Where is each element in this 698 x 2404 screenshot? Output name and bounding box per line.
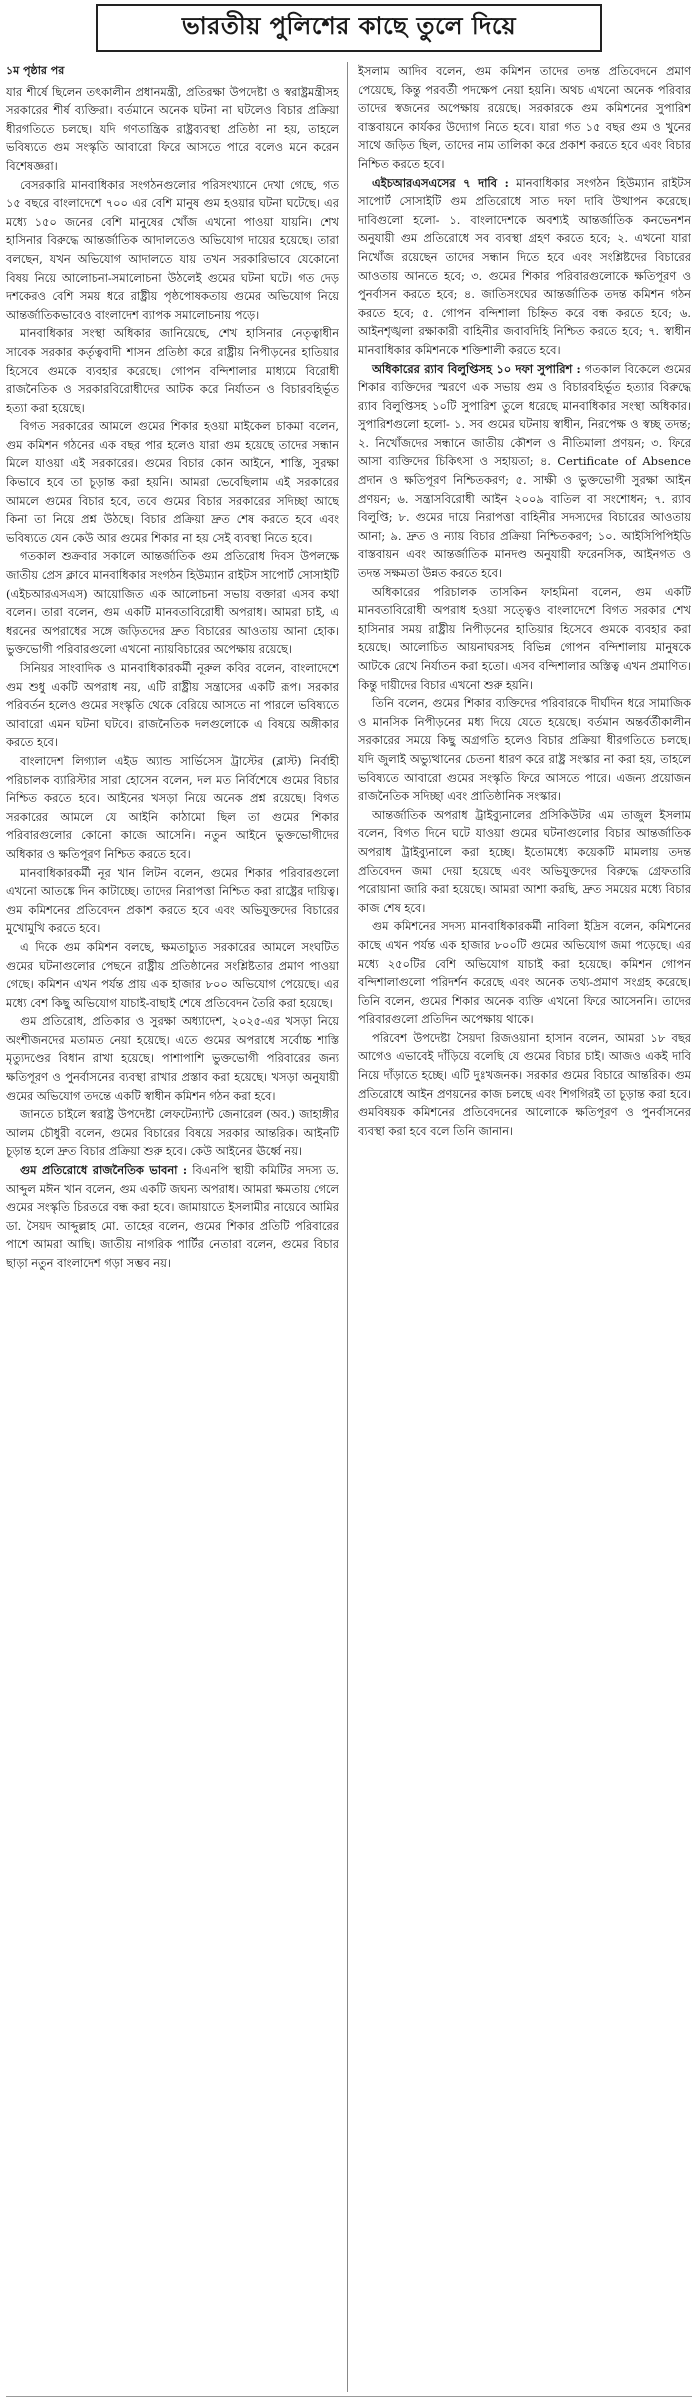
- article-paragraph: যার শীর্ষে ছিলেন তৎকালীন প্রধানমন্ত্রী, প্রতিরক্ষা উপদেষ্টা ও স্বরাষ্ট্রমন্ত্রীসহ সরকারের শীর্ষ ব্যক্তিরা। বর্তমানে অনেক ঘটনা না ঘটলেও বিচার প্রক্রিয়া ধীরগতিতে চলছে। যদি গণতান্ত্রিক রাষ্ট্রব্যবস্থা প্রতিষ্ঠা না হয়, তাহলে ভবিষ্যতে গুম সংস্কৃতি আবারো ফিরে আসতে পারে বলেও মনে করেন বিশেষজ্ঞরা।: [6, 84, 339, 173]
- article-paragraph: মানবাধিকার সংস্থা অধিকার জানিয়েছে, শেখ হাসিনার নেতৃত্বাধীন সাবেক সরকার কর্তৃত্ববাদী শাসন প্রতিষ্ঠা করে রাষ্ট্রীয় নিপীড়নের হাতিয়ার হিসেবে গুমকে ব্যবহার করেছে। গোপন বন্দিশালার মাধ্যমে বিরোধী রাজনৈতিক ও সরকারবিরোধীদের আটক করে নির্যাতন ও বিচারবহির্ভূত হত্যা করা হয়েছে।: [6, 326, 339, 415]
- article-paragraph: গতকাল শুক্রবার সকালে আন্তর্জাতিক গুম প্রতিরোধ দিবস উপলক্ষে জাতীয় প্রেস ক্লাবে মানবাধিকার সংগঠন হিউম্যান রাইটস সাপোর্ট সোসাইটি (এইচআরএসএস) আয়োজিত এক আলোচনা সভায় বক্তারা এসব কথা বলেন। তারা বলেন, গুম একটি মানবতাবিরোধী অপরাধ। আমরা চাই, এ ধরনের অপরাধের সঙ্গে জড়িতদের দ্রুত বিচারের আওতায় আনা হোক। ভুক্তভোগী পরিবারগুলো এখনো ন্যায়বিচারের অপেক্ষায় রয়েছে।: [6, 549, 339, 657]
- bottom-rule: [6, 2396, 692, 2397]
- article-paragraph: বিগত সরকারের আমলে গুমের শিকার হওয়া মাইকেল চাকমা বলেন, গুম কমিশন গঠনের এক বছর পার হলেও যারা গুম হয়েছে তাদের সন্ধান মিলে যাওয়া এই সরকারের। গুমের বিচার কোন আইনে, শাস্তি, সুরক্ষা কিভাবে হবে তা চূড়ান্ত করা হয়নি। আমরা ভেবেছিলাম এই সরকারের আমলে গুমের বিচার হবে, তবে গুমের বিচার সরকারের সদিচ্ছা আছে কিনা তা নিয়ে প্রশ্ন উঠছে। বিচার প্রক্রিয়া দ্রুত শেষ করতে হবে এবং ভবিষ্যতে যেন কেউ আর গুমের শিকার না হয় সেই ব্যবস্থা নিতে হবে।: [6, 419, 339, 545]
- headline: ভারতীয় পুলিশের কাছে তুলে দিয়ে: [181, 12, 517, 40]
- demands-section: [358, 174, 691, 360]
- article-paragraph: বেসরকারি মানবাধিকার সংগঠনগুলোর পরিসংখ্যানে দেখা গেছে, গত ১৫ বছরে বাংলাদেশে ৭০০ এর বেশি মানুষ গুম হওয়ার ঘটনা ঘটেছে। এর মধ্যে ১৫০ জনের বেশি মানুষের খোঁজ এখনো পাওয়া যায়নি। শেখ হাসিনার বিরুদ্ধে আন্তর্জাতিক আদালতেও অভিযোগ দায়ের হয়েছে। তারা বলছেন, যখন অভিযোগ আদালতে যায় তখন সরকারিভাবে যেকোনো বিষয় নিয়ে আলোচনা-সমালোচনা উঠলেই গুমের ঘটনা ঘটে। গত দেড় দশকেরও বেশি সময় ধরে রাষ্ট্রীয় পৃষ্ঠপোষকতায় গুমের অভিযোগ নিয়ে আন্তর্জাতিকভাবেও বাংলাদেশ ব্যাপক সমালোচনায় পড়ে।: [6, 177, 339, 322]
- article-paragraph: ইসলাম আদিব বলেন, গুম কমিশন তাদের তদন্ত প্রতিবেদনে প্রমাণ পেয়েছে, কিন্তু পরবর্তী পদক্ষেপ নেয়া হয়নি। অথচ এখনো অনেক পরিবার তাদের স্বজনের অপেক্ষায় রয়েছে। সরকারকে গুম কমিশনের সুপারিশ বাস্তবায়নে কার্যকর উদ্যোগ নিতে হবে। যারা গত ১৫ বছর গুম ও খুনের সাথে জড়িত ছিল, তাদের নাম তালিকা করে প্রকাশ করতে হবে এবং বিচার নিশ্চিত করতে হবে।: [358, 64, 691, 171]
- recommendations-section: [358, 360, 691, 583]
- subheading: গুম প্রতিরোধে রাজনৈতিক ভাবনা :: [20, 1163, 188, 1178]
- right-column: [358, 62, 691, 2392]
- article-paragraph: বাংলাদেশ লিগ্যাল এইড অ্যান্ড সার্ভিসেস ট্রাস্টের (ব্লাস্ট) নির্বাহী পরিচালক ব্যারিস্টার সারা হোসেন বলেন, দল মত নির্বিশেষে গুমের বিচার নিশ্চিত করতে হবে। আইনের খসড়া নিয়ে অনেক প্রশ্ন রয়েছে। বিগত সরকারের আমলে যে আইনি কাঠামো ছিল তা গুমের শিকার পরিবারগুলোর কোনো কাজে আসেনি। নতুন আইনে ভুক্তভোগীদের অধিকার ও ক্ষতিপূরণ নিশ্চিত করতে হবে।: [6, 753, 339, 861]
- article-paragraph: জানতে চাইলে স্বরাষ্ট্র উপদেষ্টা লেফটেন্যান্ট জেনারেল (অব.) জাহাঙ্গীর আলম চৌধুরী বলেন, গুমের বিচারের বিষয়ে সরকার আন্তরিক। আইনটি চূড়ান্ত হলে দ্রুত বিচার প্রক্রিয়া শুরু হবে। কেউ আইনের ঊর্ধ্বে নয়।: [6, 1107, 339, 1159]
- recommendations-text: গতকাল বিকেলে গুমের শিকার ব্যক্তিদের স্মরণে এক সভায় গুম ও বিচারবহির্ভূত হত্যার বিরুদ্ধে র‍্যাব বিলুপ্তিসহ ১০টি সুপারিশ তুলে ধরেছে মানবাধিকার সংস্থা অধিকার। সুপারিশগুলো হলো- ১. সব গুমের ঘটনায় স্বাধীন, নিরপেক্ষ ও স্বচ্ছ তদন্ত; ২. নিখোঁজদের সন্ধানে জাতীয় কৌশল ও নীতিমালা প্রণয়ন; ৩. ফিরে আসা ব্যক্তিদের চিকিৎসা ও সহায়তা; ৪. Certificate of Absence প্রদান ও ক্ষতিপূরণ নিশ্চিতকরণ; ৫. সাক্ষী ও ভুক্তভোগী সুরক্ষা আইন প্রণয়ন; ৬. সন্ত্রাসবিরোধী আইন ২০০৯ বাতিল বা সংশোধন; ৭. র‍্যাব বিলুপ্তি; ৮. গুমের দায়ে নিরাপত্তা বাহিনীর সদস্যদের বিচারের আওতায় আনা; ৯. দ্রুত ও ন্যায় বিচার প্রক্রিয়া নিশ্চিতকরণ; ১০. আইসিপিপিইডি বাস্তবায়ন এবং আন্তর্জাতিক মানদণ্ড অনুযায়ী ফরেনসিক, আইনগত ও তদন্ত সক্ষমতা উন্নত করতে হবে।: [358, 361, 691, 581]
- article-paragraph: সিনিয়র সাংবাদিক ও মানবাধিকারকর্মী নূরুল কবির বলেন, বাংলাদেশে গুম শুধু একটি অপরাধ নয়, এটি রাষ্ট্রীয় সন্ত্রাসের একটি রূপ। সরকার পরিবর্তন হলেও গুমের সংস্কৃতি থেকে বেরিয়ে আসতে না পারলে ভবিষ্যতে আবারো এমন ঘটনা ঘটবে। রাজনৈতিক দলগুলোকে এ বিষয়ে অঙ্গীকার করতে হবে।: [6, 661, 339, 750]
- article-paragraph: মানবাধিকারকর্মী নূর খান লিটন বলেন, গুমের শিকার পরিবারগুলো এখনো আতঙ্কে দিন কাটাচ্ছে। তাদের নিরাপত্তা নিশ্চিত করা রাষ্ট্রের দায়িত্ব। গুম কমিশনের প্রতিবেদন প্রকাশ করতে হবে এবং অভিযুক্তদের বিচারের মুখোমুখি করতে হবে।: [6, 865, 339, 936]
- article-paragraph: আন্তর্জাতিক অপরাধ ট্রাইব্যুনালের প্রসিকিউটর এম তাজুল ইসলাম বলেন, বিগত দিনে ঘটে যাওয়া গুমের ঘটনাগুলোর বিচার আন্তর্জাতিক অপরাধ ট্রাইব্যুনালে করা হচ্ছে। ইতোমধ্যে কয়েকটি মামলায় তদন্ত প্রতিবেদন জমা দেয়া হয়েছে এবং অভিযুক্তদের বিরুদ্ধে গ্রেফতারি পরোয়ানা জারি করা হয়েছে। আমরা আশা করছি, দ্রুত সময়ের মধ্যে বিচার কাজ শেষ হবে।: [358, 807, 691, 915]
- article-paragraph: তিনি বলেন, গুমের শিকার ব্যক্তিদের পরিবারকে দীর্ঘদিন ধরে সামাজিক ও মানসিক নিপীড়নের মধ্য দিয়ে যেতে হয়েছে। বর্তমান অন্তর্বর্তীকালীন সরকারের সময়ে কিছু অগ্রগতি হলেও বিচার প্রক্রিয়া ধীরগতিতে চলছে। যদি জুলাই অভ্যুত্থানের চেতনা ধারণ করে রাষ্ট্র সংস্কার না করা হয়, তাহলে ভবিষ্যতে আবারো গুমের সংস্কৃতি ফিরে আসতে পারে। এজন্য প্রয়োজন রাজনৈতিক সদিচ্ছা এবং প্রাতিষ্ঠানিক সংস্কার।: [358, 696, 691, 804]
- subsection-text: বিএনপি স্থায়ী কমিটির সদস্য ড. আব্দুল মঈন খান বলেন, গুম একটি জঘন্য অপরাধ। আমরা ক্ষমতায় গেলে গুমের সংস্কৃতি চিরতরে বন্ধ করা হবে। জামায়াতে ইসলামীর নায়েবে আমির ডা. সৈয়দ আব্দুল্লাহ মো. তাহের বলেন, গুমের শিকার প্রতিটি পরিবারের পাশে আমরা আছি। জাতীয় নাগরিক পার্টির নেতারা বলেন, গুমের বিচার ছাড়া নতুন বাংলাদেশ গড়া সম্ভব নয়।: [6, 1163, 339, 1270]
- left-column: [6, 62, 339, 2392]
- continued-label: ১ম পৃষ্ঠার পর: [6, 64, 65, 77]
- article-paragraph: পরিবেশ উপদেষ্টা সৈয়দা রিজওয়ানা হাসান বলেন, আমরা ১৮ বছর আগেও এভাবেই দাঁড়িয়ে বলেছি যে গুমের বিচার চাই। আজও একই দাবি নিয়ে দাঁড়াতে হচ্ছে। এটি দুঃখজনক। সরকার গুমের বিচারে আন্তরিক। গুম প্রতিরোধে আইন প্রণয়নের কাজ চলছে এবং শিগগিরই তা চূড়ান্ত করা হবে। গুমবিষয়ক কমিশনের প্রতিবেদনের আলোকে ক্ষতিপূরণ ও পুনর্বাসনের ব্যবস্থা করা হবে বলে তিনি জানান।: [358, 1030, 691, 1138]
- demands-text: মানবাধিকার সংগঠন হিউম্যান রাইটস সাপোর্ট সোসাইটি গুম প্রতিরোধে সাত দফা দাবি উত্থাপন করেছে। দাবিগুলো হলো- ১. বাংলাদেশকে অবশ্যই আন্তর্জাতিক কনভেনশন অনুযায়ী গুম প্রতিরোধে সব ব্যবস্থা গ্রহণ করতে হবে; ২. এখনো যারা নিখোঁজ রয়েছেন তাদের সন্ধান দিতে হবে এবং সংশ্লিষ্টদের বিচারের আওতায় আনতে হবে; ৩. গুমের শিকার পরিবারগুলোকে ক্ষতিপূরণ ও পুনর্বাসন করতে হবে; ৪. জাতিসংঘের আন্তর্জাতিক তদন্ত কমিশন গঠন করতে হবে; ৫. গোপন বন্দিশালা চিহ্নিত করে বন্ধ করতে হবে; ৬. আইনশৃঙ্খলা রক্ষাকারী বাহিনীর জবাবদিহি নিশ্চিত করতে হবে; ৭. স্বাধীন মানবাধিকার কমিশনকে শক্তিশালী করতে হবে।: [358, 175, 691, 357]
- article-paragraph: অধিকারের পরিচালক তাসকিন ফাহমিনা বলেন, গুম একটি মানবতাবিরোধী অপরাধ হওয়া সত্ত্বেও বাংলাদেশে বিগত সরকার শেখ হাসিনার সময় রাষ্ট্রীয় নিপীড়নের হাতিয়ার হিসেবে গুমকে ব্যবহার করা হয়েছে। আলোচিত আয়নাঘরসহ বিভিন্ন গোপন বন্দিশালায় মানুষকে আটকে রেখে নির্যাতন করা হতো। এসব বন্দিশালার অস্তিত্ব এখন প্রমাণিত। কিন্তু দায়ীদের বিচার এখনো শুরু হয়নি।: [358, 584, 691, 692]
- headline-box: [96, 4, 602, 52]
- article-paragraph: গুম প্রতিরোধ, প্রতিকার ও সুরক্ষা অধ্যাদেশ, ২০২৫-এর খসড়া নিয়ে অংশীজনদের মতামত নেয়া হয়েছে। এতে গুমের অপরাধে সর্বোচ্চ শাস্তি মৃত্যুদণ্ডের বিধান রাখা হয়েছে। পাশাপাশি ভুক্তভোগী পরিবারের জন্য ক্ষতিপূরণ ও পুনর্বাসনের ব্যবস্থা রাখার প্রস্তাব করা হয়েছে। খসড়া অনুযায়ী গুমের অভিযোগ তদন্তে একটি স্বাধীন কমিশন গঠন করা হবে।: [6, 1014, 339, 1103]
- article-paragraph: এ দিকে গুম কমিশন বলছে, ক্ষমতাচ্যুত সরকারের আমলে সংঘটিত গুমের ঘটনাগুলোর পেছনে রাষ্ট্রীয় প্রতিষ্ঠানের সংশ্লিষ্টতার প্রমাণ পাওয়া গেছে। কমিশন এখন পর্যন্ত প্রায় এক হাজার ৮০০ অভিযোগ পেয়েছে। এর মধ্যে বেশ কিছু অভিযোগ যাচাই-বাছাই শেষে প্রতিবেদন তৈরি করা হয়েছে।: [6, 939, 339, 1010]
- article-paragraph: গুম কমিশনের সদস্য মানবাধিকারকর্মী নাবিলা ইদ্রিস বলেন, কমিশনের কাছে এখন পর্যন্ত এক হাজার ৮০০টি গুমের অভিযোগ জমা পড়েছে। এর মধ্যে ২৫০টির বেশি অভিযোগ যাচাই করা হয়েছে। কমিশন গোপন বন্দিশালাগুলো পরিদর্শন করেছে এবং অনেক তথ্য-প্রমাণ সংগ্রহ করেছে। তিনি বলেন, গুমের শিকার অনেক ব্যক্তি এখনো ফিরে আসেননি। তাদের পরিবারগুলো প্রতিদিন অপেক্ষায় থাকে।: [358, 919, 691, 1027]
- demands-heading: এইচআরএসএসের ৭ দাবি :: [372, 175, 509, 190]
- column-divider: [347, 62, 348, 2392]
- recommendations-heading: অধিকারের র‍্যাব বিলুপ্তিসহ ১০ দফা সুপারিশ :: [372, 361, 581, 376]
- article-subsection: [6, 1161, 339, 1273]
